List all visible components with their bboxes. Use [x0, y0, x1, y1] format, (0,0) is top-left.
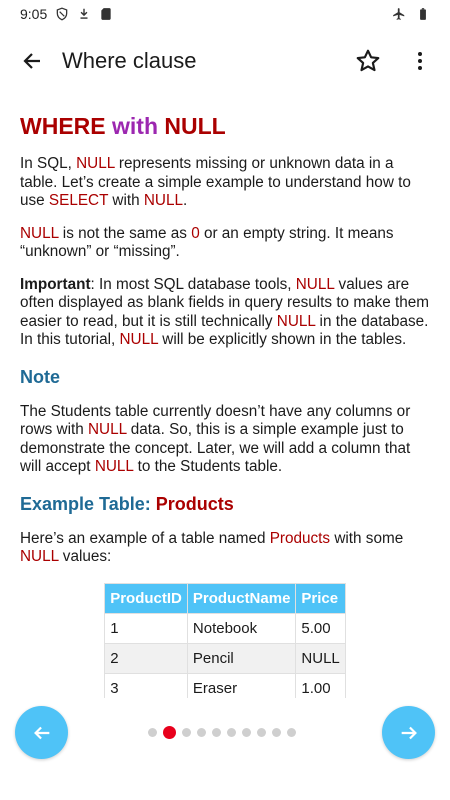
- keyword-select: SELECT: [48, 192, 109, 209]
- paragraph-important: Important: In most SQL database tools, NULL values are often displayed as blank fields in query results to make them easier to read, but it is still technically NULL in the database. In this tutorial, NULL will be explicitly shown in the tables.: [20, 275, 429, 348]
- previous-page-button[interactable]: [15, 706, 68, 759]
- table-cell: 2: [105, 643, 188, 673]
- airplane-mode-icon: [392, 7, 406, 21]
- keyword-null: NULL: [295, 275, 335, 293]
- important-label: Important: [20, 275, 91, 293]
- next-page-button[interactable]: [382, 706, 435, 759]
- page-dot: [287, 728, 296, 737]
- lesson-heading: [20, 111, 430, 141]
- keyword-null: NULL: [20, 224, 59, 242]
- star-outline-icon: [355, 48, 381, 74]
- column-header-price: Price: [296, 583, 345, 613]
- keyword-null: NULL: [20, 548, 59, 565]
- keyword-null: NULL: [276, 312, 316, 330]
- status-bar: [0, 0, 450, 28]
- page-indicator: [148, 726, 296, 739]
- column-header-productid: ProductID: [105, 583, 188, 613]
- page-dot: [148, 728, 157, 737]
- table-row: [105, 613, 346, 643]
- table-name-products: Products: [155, 493, 234, 514]
- back-button[interactable]: [12, 41, 52, 81]
- paragraph-intro: In SQL, NULL represents missing or unknown data in a table. Let’s create a simple example to understand how to use SELECT with NULL.: [20, 155, 411, 209]
- keyword-zero: 0: [191, 224, 200, 242]
- heading-part-null: NULL: [158, 113, 226, 139]
- app-bar: [0, 28, 450, 94]
- page-dot: [182, 728, 191, 737]
- table-cell: Notebook: [187, 613, 296, 643]
- column-header-productname: ProductName: [187, 583, 296, 613]
- table-row: [105, 673, 346, 698]
- favorite-button[interactable]: [348, 41, 388, 81]
- lesson-pager: [0, 698, 450, 768]
- page-dot: [242, 728, 251, 737]
- keyword-null: NULL: [76, 155, 115, 172]
- more-options-button[interactable]: [400, 41, 440, 81]
- keyword-null: NULL: [88, 421, 127, 438]
- table-cell: 1.00: [296, 673, 345, 698]
- keyword-null: NULL: [143, 192, 183, 209]
- table-cell: 5.00: [296, 613, 345, 643]
- shield-icon: [55, 7, 69, 21]
- sd-card-icon: [99, 7, 113, 21]
- table-header-row: [105, 583, 346, 613]
- page-dot: [227, 728, 236, 737]
- paragraph-example: Here’s an example of a table named Products with some NULL values:: [20, 529, 404, 565]
- heading-part-with: with: [112, 113, 158, 139]
- download-icon: [77, 7, 91, 21]
- status-time: 9:05: [20, 6, 48, 22]
- page-dot-active: [163, 726, 176, 739]
- arrow-forward-icon: [398, 722, 420, 744]
- table-cell: 3: [105, 673, 188, 698]
- example-table-heading: Example Table: Products: [20, 493, 234, 514]
- battery-icon: [416, 7, 430, 21]
- page-title: Where clause: [62, 48, 197, 73]
- paragraph-note: The Students table currently doesn’t have any columns or rows with NULL data. So, this is a simple example just to demonstrate the concept. Later, we will add a column that will accept NULL to the Students table.: [20, 402, 411, 475]
- keyword-products: Products: [269, 529, 331, 547]
- table-cell: NULL: [296, 643, 345, 673]
- keyword-null: NULL: [94, 458, 134, 475]
- table-cell: Pencil: [187, 643, 296, 673]
- page-dot: [197, 728, 206, 737]
- page-dot: [257, 728, 266, 737]
- page-dot: [212, 728, 221, 737]
- paragraph-null-definition: NULL is not the same as 0 or an empty string. It means “unknown” or “missing”.: [20, 224, 394, 260]
- more-vert-icon: [408, 49, 432, 73]
- table-row: [105, 643, 346, 673]
- keyword-null: NULL: [119, 331, 159, 348]
- table-cell: Eraser: [187, 673, 296, 698]
- system-navigation-area: [0, 768, 450, 800]
- page-dot: [272, 728, 281, 737]
- heading-part-where: WHERE: [20, 113, 112, 139]
- note-heading: Note: [20, 366, 60, 387]
- table-cell: 1: [105, 613, 188, 643]
- back-arrow-icon: [20, 49, 44, 73]
- lesson-content[interactable]: [0, 94, 450, 698]
- arrow-back-icon: [31, 722, 53, 744]
- products-table: [104, 583, 346, 699]
